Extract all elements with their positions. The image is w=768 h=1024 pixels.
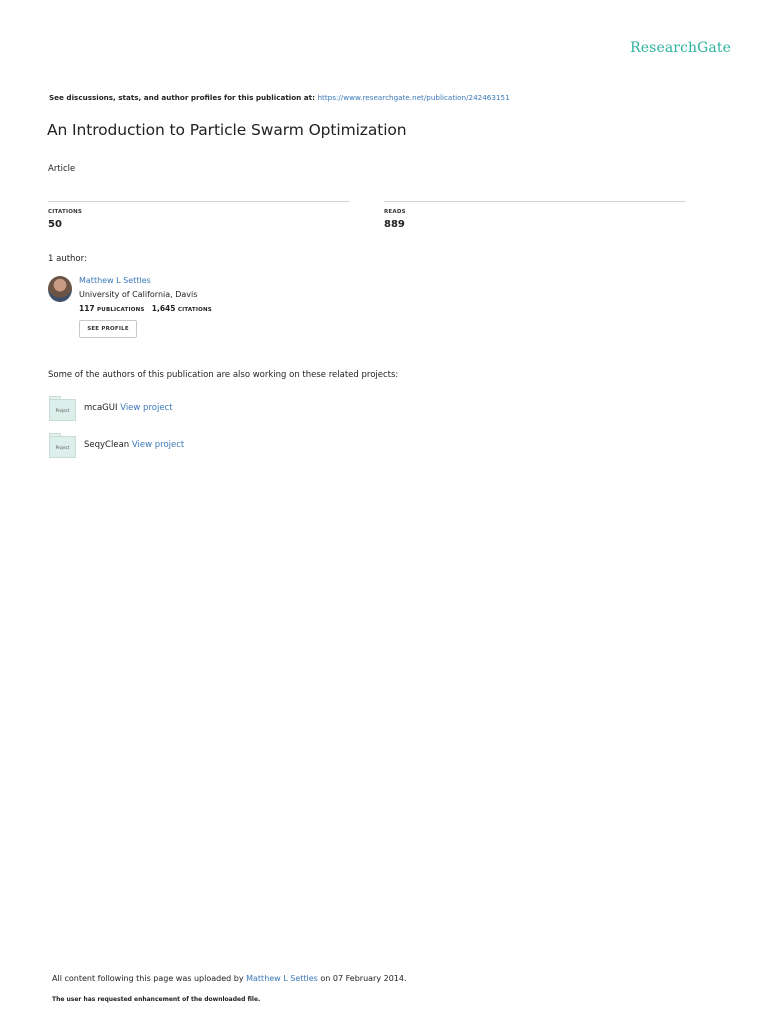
folder-icon bbox=[49, 433, 76, 458]
author-citations-label: CITATIONS bbox=[177, 307, 212, 313]
reads-value: 889 bbox=[384, 219, 405, 230]
project-icon-label: Project bbox=[49, 399, 76, 421]
author-affiliation: University of California, Davis bbox=[79, 290, 198, 299]
authors-count: 1 author: bbox=[48, 254, 87, 264]
author-publications-label: PUBLICATIONS bbox=[97, 307, 145, 313]
author-name-link[interactable]: Matthew L Settles bbox=[79, 276, 151, 285]
author-citations-count: 1,645 bbox=[151, 304, 176, 313]
project-icon-label: Project bbox=[49, 436, 76, 458]
see-profile-button[interactable]: SEE PROFILE bbox=[79, 320, 137, 338]
author-publications-count: 117 bbox=[79, 304, 95, 313]
related-projects-heading: Some of the authors of this publication are also working on these related projects: bbox=[48, 370, 399, 380]
author-stats bbox=[79, 304, 212, 313]
reads-stat bbox=[384, 201, 686, 230]
paper-title: An Introduction to Particle Swarm Optimization bbox=[47, 121, 407, 139]
header-prefix: See discussions, stats, and author profiles for this publication at: bbox=[49, 93, 318, 102]
view-project-link[interactable]: View project bbox=[120, 403, 173, 413]
project-name: SeqyClean bbox=[84, 440, 130, 450]
upload-suffix: on 07 February 2014. bbox=[317, 974, 407, 983]
upload-info bbox=[52, 974, 407, 983]
article-type: Article bbox=[48, 164, 76, 174]
avatar[interactable] bbox=[48, 276, 72, 302]
view-project-link[interactable]: View project bbox=[131, 440, 185, 450]
citations-label: CITATIONS bbox=[48, 209, 83, 215]
project-name: mcaGUI bbox=[84, 403, 118, 413]
enhancement-note: The user has requested enhancement of the downloaded file. bbox=[52, 996, 261, 1003]
citations-value: 50 bbox=[48, 219, 62, 230]
reads-label: READS bbox=[384, 209, 406, 215]
citations-stat bbox=[48, 201, 350, 230]
upload-prefix: All content following this page was uploaded by bbox=[52, 974, 247, 983]
publication-header bbox=[49, 93, 510, 102]
uploader-link[interactable]: Matthew L Settles bbox=[246, 974, 318, 983]
publication-url-link[interactable]: https://www.researchgate.net/publication/242463151 bbox=[317, 93, 510, 102]
folder-icon bbox=[49, 396, 76, 421]
researchgate-logo[interactable]: ResearchGate bbox=[630, 40, 731, 56]
